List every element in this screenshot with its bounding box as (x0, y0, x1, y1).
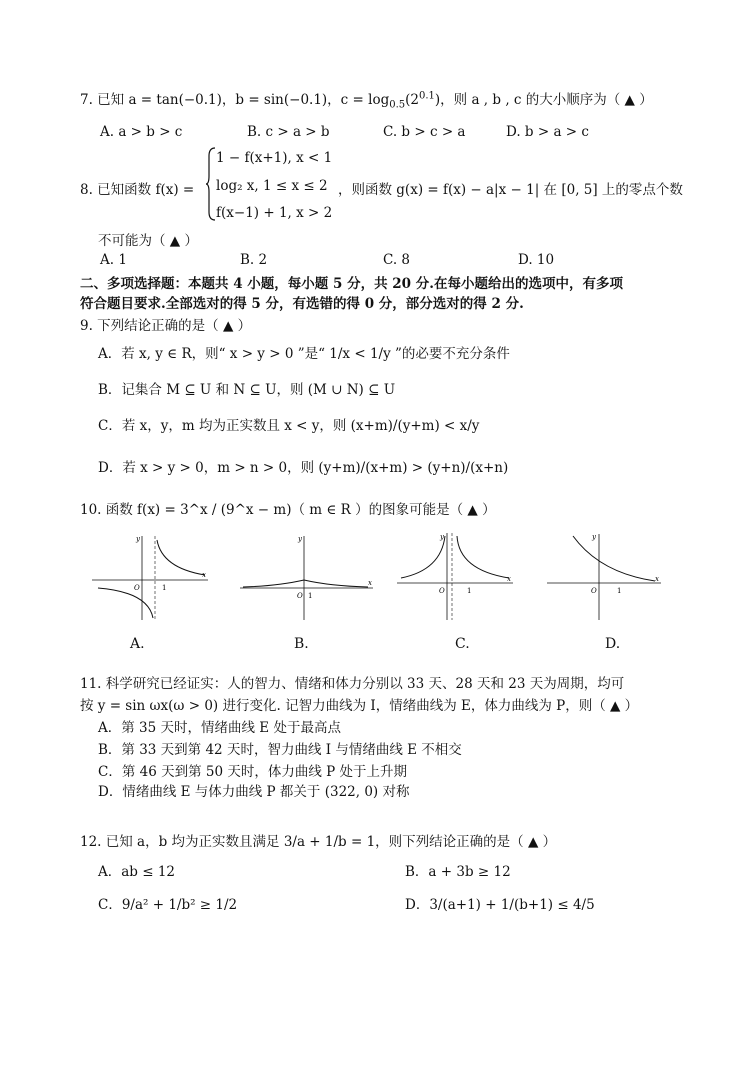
q12-option-c: C．9/a² + 1/b² ≥ 1/2 (98, 897, 238, 913)
q8-option-a: A. 1 (100, 252, 127, 268)
q7-option-c: C. b > c > a (383, 124, 466, 140)
q10-graph-d (545, 528, 670, 623)
q9-option-d: D．若 x > y > 0，m > n > 0，则 (y+m)/(x+m) > (y+n)/(x+n) (98, 460, 509, 476)
graph-b-curve (243, 580, 368, 587)
q10-stem: 10. 函数 f(x) = 3^x / (9^x − m)（ m ∈ R ）的图象可能是（ ▲ ） (80, 502, 496, 518)
graph-c-one: 1 (467, 587, 472, 595)
graph-c-origin: O (439, 587, 445, 595)
q11-option-c: C．第 46 天到第 50 天时，体力曲线 P 处于上升期 (98, 764, 408, 780)
q11-option-d: D．情绪曲线 E 与体力曲线 P 都关于 (322, 0) 对称 (98, 784, 410, 800)
graph-d-x-label: x (655, 575, 659, 583)
q8-option-b: B. 2 (240, 252, 268, 268)
graph-d-origin: O (591, 587, 597, 595)
q8-tail: ，则函数 g(x) = f(x) − a|x − 1| 在 [0, 5] 上的零点个数 (338, 182, 683, 198)
graph-a-origin: O (134, 584, 140, 592)
q9-option-c: C．若 x，y，m 均为正实数且 x < y，则 (x+m)/(y+m) < x/y (98, 418, 480, 434)
graph-d-y-label: y (592, 533, 596, 541)
q11-option-b: B．第 33 天到第 42 天时，智力曲线 I 与情绪曲线 E 不相交 (98, 742, 462, 758)
q10-label-a: A. (130, 636, 145, 652)
graph-d-one: 1 (617, 587, 622, 595)
q10-graph-b (238, 528, 378, 623)
graph-c-x-label: x (507, 575, 511, 583)
q9-option-b: B．记集合 M ⊆ U 和 N ⊆ U，则 (M ∪ N) ⊆ U (98, 382, 396, 398)
q7-option-a: A. a > b > c (100, 124, 183, 140)
q8-line2: 不可能为（ ▲ ） (98, 233, 198, 249)
graph-b-one: 1 (308, 592, 313, 600)
q7-option-d: D. b > a > c (506, 124, 589, 140)
q8-piece-3: f(x−1) + 1, x > 2 (216, 205, 333, 221)
q8-piece-1: 1 − f(x+1), x < 1 (216, 150, 333, 166)
q7-stem: 7. 已知 a = tan(−0.1)，b = sin(−0.1)，$c = \log_{0.5}(2^{0.1})$，则 a , b , c 的大小顺序为（ ▲ ） (80, 90, 653, 111)
q10-label-c: C. (455, 636, 470, 652)
section2-line2: 符合题目要求.全部选对的得 5 分，有选错的得 0 分，部分选对的得 2 分. (80, 296, 524, 312)
graph-c-curve-right (457, 536, 509, 578)
q9-option-a: A．若 x, y ∈ R，则“ x > y > 0 ”是“ 1/x < 1/y ”的必要不充分条件 (98, 346, 510, 362)
q8-prefix: 8. 已知函数 f(x) = (80, 182, 195, 198)
q10-label-d: D. (605, 636, 621, 652)
graph-a-curve-right (157, 540, 205, 575)
graph-c-curve-left (401, 536, 445, 578)
q11-line1: 11. 科学研究已经证实：人的智力、情绪和体力分别以 33 天、28 天和 23 天为周期，均可 (80, 676, 625, 692)
graph-d-curve (573, 536, 655, 581)
graph-b-y-label: y (298, 535, 302, 543)
graph-b-x-label: x (368, 579, 372, 587)
q12-option-b: B．a + 3b ≥ 12 (405, 864, 511, 880)
q10-graph-c (395, 528, 520, 623)
q7-option-b: B. c > a > b (247, 124, 330, 140)
graph-a-y-label: y (136, 535, 140, 543)
q12-option-a: A．ab ≤ 12 (98, 864, 176, 880)
q10-label-b: B. (294, 636, 309, 652)
q11-line2: 按 y = sin ωx(ω > 0) 进行变化. 记智力曲线为 I，情绪曲线为 E，体力曲线为 P，则（ ▲ ） (80, 698, 639, 714)
graph-b-origin: O (297, 592, 303, 600)
graph-a-one: 1 (162, 584, 167, 592)
q9-stem: 9. 下列结论正确的是（ ▲ ） (80, 318, 252, 334)
q11-option-a: A．第 35 天时，情绪曲线 E 处于最高点 (98, 720, 341, 736)
q8-piece-2: log₂ x, 1 ≤ x ≤ 2 (216, 178, 328, 194)
q8-option-d: D. 10 (518, 252, 555, 268)
graph-a-curve-left (98, 588, 153, 618)
q12-option-d: D．3/(a+1) + 1/(b+1) ≤ 4/5 (405, 897, 595, 913)
graph-c-y-label: y (440, 533, 444, 541)
q10-graph-a (90, 528, 215, 623)
section2-line1: 二、多项选择题：本题共 4 小题，每小题 5 分，共 20 分.在每小题给出的选项中，有多项 (80, 276, 623, 292)
q12-stem: 12. 已知 a，b 均为正实数且满足 3/a + 1/b = 1，则下列结论正确的是（ ▲ ） (80, 834, 557, 850)
q8-option-c: C. 8 (383, 252, 411, 268)
graph-a-x-label: x (202, 571, 206, 579)
